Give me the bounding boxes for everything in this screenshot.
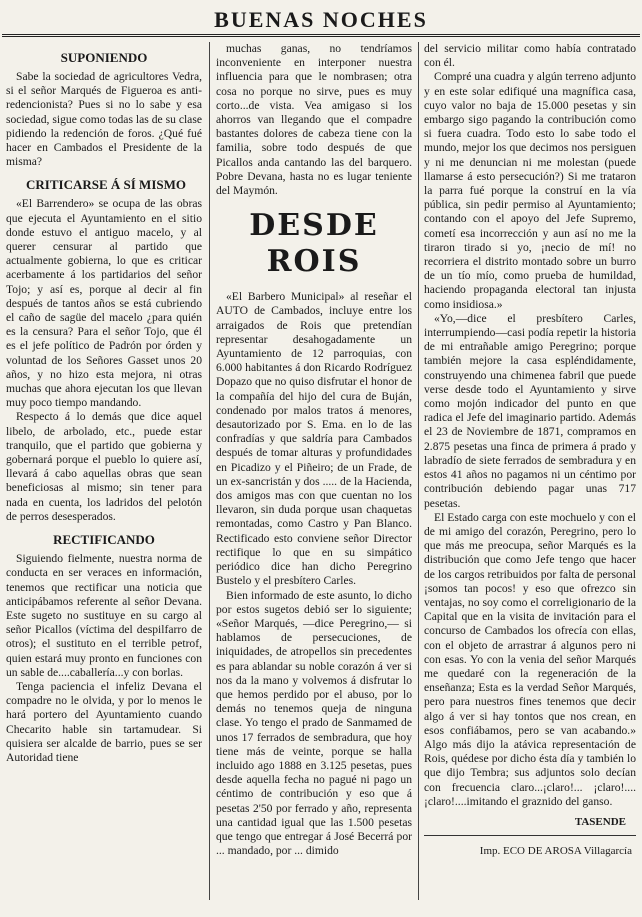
author-signature: TASENDE bbox=[574, 815, 626, 828]
article-paragraph: del servicio militar como había contratado con él. bbox=[424, 42, 636, 70]
article-heading-suponiendo: SUPONIENDO bbox=[60, 50, 148, 65]
article-paragraph: «El Barbero Municipal» al reseñar el AUTO de Cambados, incluye entre los arraigados de Rois que pretendían representar desahogadamente un Ayuntamiento de 12 parroquias, con 6.000 habitantes á don Ricardo Rodríguez Dopazo que no quiso disfrutar el honor de la compañía del hijo del cura de Buján, condenado por malos tratos á menores, desautorizado por S. Ema. en lo de las confradías y que saldría para Cambados después de tomar alturas y profundidades en Picadizo y el Piñeiro; de un Frade, de un ex-sancristán y dos ..... de la Hacienda, dos amigos mas con que cuentan no los llevaron, sin duda porque usan chaquetas remontadas, como Castro y Pan Blanco. Rectificado esto conviene señor Director rectifique lo que en su simpático periódico dice han dicho Peregrino Bustelo y el presbítero Carles. bbox=[216, 290, 412, 588]
column-right bbox=[424, 42, 636, 910]
column-divider bbox=[418, 42, 419, 900]
article-heading-rectificando: RECTIFICANDO bbox=[53, 532, 155, 548]
article-paragraph: Compré una cuadra y algún terreno adjunto y en este solar edifiqué una magnífica casa, cuyo valor no baja de 15.000 pesetas y sin embargo sigo pagando la contribución como si fuera cuadra. Todo esto lo sabe todo el mundo, mejor los que decimos nos persiguen y ni me denuncian ni me molestan (puede llamarse á esto persecución?) Si me trataron la parra fué porque la construí en la vía pública, sin pedir permiso al Ayuntamiento; contando con el apoyo del Jefe Supremo, cometí esa incorrección y aun así no me la tiraron tirado si yo, ¡necio de mí! no recorriera el distrito montado sobre un burro de un tío mío, como prueba de humildad, haciendo propaganda electoral tan injusta como insidiosa.» bbox=[424, 70, 636, 311]
column-divider bbox=[209, 42, 210, 900]
column-left bbox=[6, 42, 202, 910]
article-paragraph: Tenga paciencia el infeliz Devana el compadre no le olvida, y por lo menos le hará portero del Ayuntamiento cuando Checarito hable sin tartamudear. Si quisiera ser alcalde de barrio, pues se ser Autoridad tiene bbox=[6, 679, 202, 764]
masthead bbox=[0, 6, 642, 36]
article-paragraph: Bien informado de este asunto, lo dicho por estos sugetos debió ser lo siguiente; «Señor Marqués, —dice Peregrino,— si hablamos de persecuciones, de iniquidades, de atropellos sin precedentes es para ablandar su noble corazón á ver si nos da la mano y volvemos á disfrutar lo que hemos perdido por el abuso, por lo demás no tenemos queja de ninguna clase. Yo tengo el prado de Sanmamed de unos 17 ferrados de sembradura, que hoy tiene más de veinte, porque se halla incluido ago 1888 en 3.125 pesetas, pues desde aquella fecha no pagué ni pago un céntimo de contribución y eso que á pesetas 2'50 por ferrado y año, representa una cantidad igual que las 1.500 pesetas que tengo que entregar á José Becerrá por ... mandado, por ... dimido bbox=[216, 588, 412, 858]
article-heading-desde-rois: DESDE ROIS bbox=[249, 208, 379, 280]
printer-imprint: Imp. ECO DE AROSA Villagarcía bbox=[479, 845, 632, 858]
article-paragraph: Respecto á lo demás que dice aquel libelo, de arbolado, etc., puede estar tranquilo, que el partido que gobierna y gobernará porque el pueblo lo quiere así, llevará á cabo aquellas obras que sean beneficiosas al mismo; sin tener para nada en cuenta, los ladridos del pelotón de perros desesperados. bbox=[6, 410, 202, 523]
article-paragraph: El Estado carga con este mochuelo y con el de mi amigo del corazón, Peregrino, pero lo que más me preocupa, señor Marqués es la distribución que como Jefe tengo que hacer de los cargos retribuidos por falta de personal ¡somos tan pocos! y eso que ofrezco sin ventajas, no soy como el correligionario de la Capital que en la visita de invitación para el concurso de Cambados los ofrecía con ellas, con el objeto de arrastrar á algunos pero ni con esas. Yo con la venia del señor Marqués me quedaré con la regeneración de la enseñanza; Esta es la verdad Señor Marqués, pero para nuestros fines tenemos que decir algo á ver si hay tontos que nos crean, en esos confiábamos, pero se van acabando.» Algo más dijo la atávica representación de Rois, quédese por dicho ésta día y también lo que dijo Tembra; sus adjuntos solo decían con frecuencia claro...¡claro!... ¡claro!....¡claro!....imitando el graznido del ganso. bbox=[424, 510, 636, 808]
article-paragraph: «Yo,—dice el presbítero Carles, interrumpiendo—casi podía repetir la historia de mi entrañable amigo Peregrino; porque también mejore la casa espléndidamente, construyendo una chimenea fabril que puede verse desde todo el Ayuntamiento y sirve como mojón indicador del punto en que radica el Jefe del imaginario partido. Además el 23 de Noviembre de 1871, compramos en 2.875 pesetas una finca de primera á prado y labradío de siete ferrados de sembradura y en estos 41 años no pagamos ni un céntimo por contribución debiendo pagar unas 717 pesetas. bbox=[424, 311, 636, 510]
masthead-title: BUENAS NOCHES bbox=[214, 7, 428, 32]
article-paragraph: Siguiendo fielmente, nuestra norma de conducta en ser veraces en información, tenemos que rectificar una noticia que anticipábamos referente al señor Devana. Este sugeto no sustituye en su cargo al señor Picallos (víctima del despilfarro de otros); el sustituto en el terrible petrof, quien estará muy pronto en funciones con un sable de....caballería...y con borlas. bbox=[6, 552, 202, 679]
article-paragraph: Sabe la sociedad de agricultores Vedra, si el señor Marqués de Figueroa es anti-redencionista? Pues si no lo sabe y esa sociedad, sigue como todas las de su clase pidiendo la redención de foros. ¿Qué fué hacer en Cambados el Presidente de la misma? bbox=[6, 70, 202, 169]
article-paragraph: «El Barrendero» se ocupa de las obras que ejecuta el Ayuntamiento en el sitio donde estuvo el antiguo macelo, y al querer censurar al partido que actualmente gobierna, lo que es criticar acerbamente á los partidarios del señor Tojo; y así es, porque al decir al fin después de tantos años se está cubriendo el caño de sagüe del macelo ¿para quién es la censura? Para el señor Tojo, que él es el jefe político de Padrón por órden y voluntad de los Señores Gasset unos 20 años, y no hizo esta mejora, ni otras muchas que ahora ejecutan los que llevan muy poco tiempo mandando. bbox=[6, 197, 202, 410]
imprint-rule bbox=[424, 835, 636, 836]
article-paragraph: muchas ganas, no tendríamos inconveniente en interponer nuestra influencia para que le nombrasen; otra cosa no porque no sirve, pues es muy corto...de vista. Vea amigaso si los ahorros van llegando que el compadre bastantes dolores de cabeza tiene con la familia, sobre todo después de que Picallos anda cantando las del barquero. Pobre Devana, hasta no es lugar teniente del Maymón. bbox=[216, 42, 412, 198]
article-heading-criticarse: CRITICARSE Á SÍ MISMO bbox=[26, 177, 186, 193]
masthead-rule bbox=[2, 34, 640, 37]
column-middle bbox=[216, 42, 412, 910]
